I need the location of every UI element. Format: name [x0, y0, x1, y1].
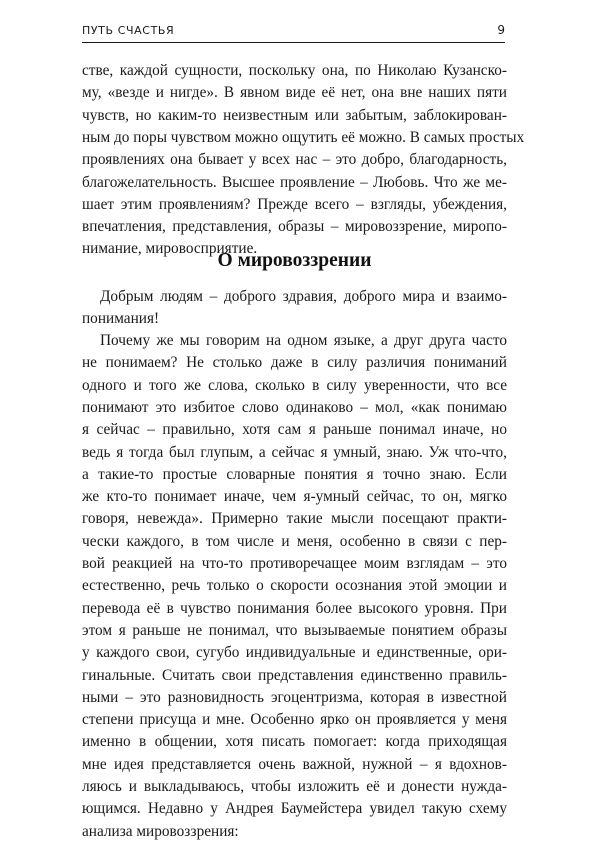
- text-line: вой реакцией на что-то противоречащее моим взглядам – это: [82, 555, 507, 572]
- text-line: именно в общении, хотя писать помогает: когда приходящая: [82, 733, 507, 751]
- text-line: одного и того же слова, сколько в силу уверенности, что все: [82, 376, 507, 394]
- text-line: му, «везде и нигде». В явном виде её нет, она вне наших пяти: [82, 84, 507, 102]
- text-line: а такие-то простые словарные понятия я точно знаю. Если: [82, 465, 507, 483]
- text-line: степени присуща и мне. Особенно ярко он проявляется у меня: [82, 711, 507, 729]
- section-heading: О мировоззрении: [217, 250, 372, 271]
- text-line: мне идея представляется очень важной, нужной – я вдохнов-: [82, 755, 507, 773]
- text-line: Почему же мы говорим на одном языке, а друг друга часто: [100, 332, 507, 349]
- text-line: гинальные. Считать свои представления единственно правиль-: [82, 666, 507, 684]
- text-line: ным до поры чувством можно ощутить её можно. В самых простых: [82, 128, 525, 146]
- text-line: ведь я тогда был глупым, а сейчас я умный, знаю. Уж что-что,: [82, 443, 507, 461]
- running-header: [82, 22, 505, 43]
- text-line: ными – это разновидность эгоцентризма, которая в известной: [82, 688, 507, 706]
- page-number: 9: [497, 23, 505, 37]
- text-line: понимания!: [82, 310, 160, 328]
- running-title: ПУТЬ СЧАСТЬЯ: [82, 24, 175, 37]
- text-line: анализа мировоззрения:: [82, 822, 239, 840]
- text-line: не понимаем? Не столько даже в силу различия пониманий: [82, 354, 507, 372]
- text-line: ющимся. Недавно у Андрея Баумейстера увидел такую схему: [82, 800, 507, 818]
- text-line: естественно, речь только о скорости осознания этой эмоции и: [82, 577, 507, 595]
- text-line: ляюсь и выкладываюсь, чтобы изложить её и донести нужда-: [82, 778, 507, 795]
- text-line: благожелательность. Высшее проявление – Любовь. Что же ме-: [82, 173, 507, 191]
- text-line: нимание, мировосприятие.: [82, 240, 258, 258]
- text-line: чески каждого, в том числе и меня, особенно в связи с пер-: [82, 532, 507, 550]
- text-line: понимают это избитое слово одинаково – мол, «как понимаю: [82, 398, 507, 416]
- text-line: у каждого свои, сугубо индивидуальные и единственные, ори-: [82, 644, 507, 662]
- text-line: этом я раньше не понимал, что вызываемые понятием образы: [82, 621, 507, 639]
- text-line: Добрым людям – доброго здравия, доброго мира и взаимо-: [100, 288, 507, 305]
- text-line: стве, каждой сущности, поскольку она, по Николаю Кузанско-: [82, 62, 507, 79]
- text-line: перевода её в чувство понимания более высокого уровня. При: [82, 599, 507, 617]
- text-line: проявлениях она бывает у всех нас – это добро, благодарность,: [82, 151, 507, 169]
- text-line: шает этим проявлениям? Прежде всего – взгляды, убеждения,: [82, 195, 507, 213]
- text-line: впечатления, представления, образы – мировоззрение, миропо-: [82, 218, 507, 236]
- text-line: чувств, но каким-то неизвестным или забытым, заблокирован-: [82, 106, 507, 124]
- text-line: говоря, невежда». Примерно такие мысли посещают практи-: [82, 510, 507, 528]
- text-line: я сейчас – правильно, хотя сам я раньше понимал иначе, но: [82, 421, 507, 439]
- text-line: же кто-то понимает иначе, чем я-умный сейчас, то он, мягко: [82, 488, 507, 506]
